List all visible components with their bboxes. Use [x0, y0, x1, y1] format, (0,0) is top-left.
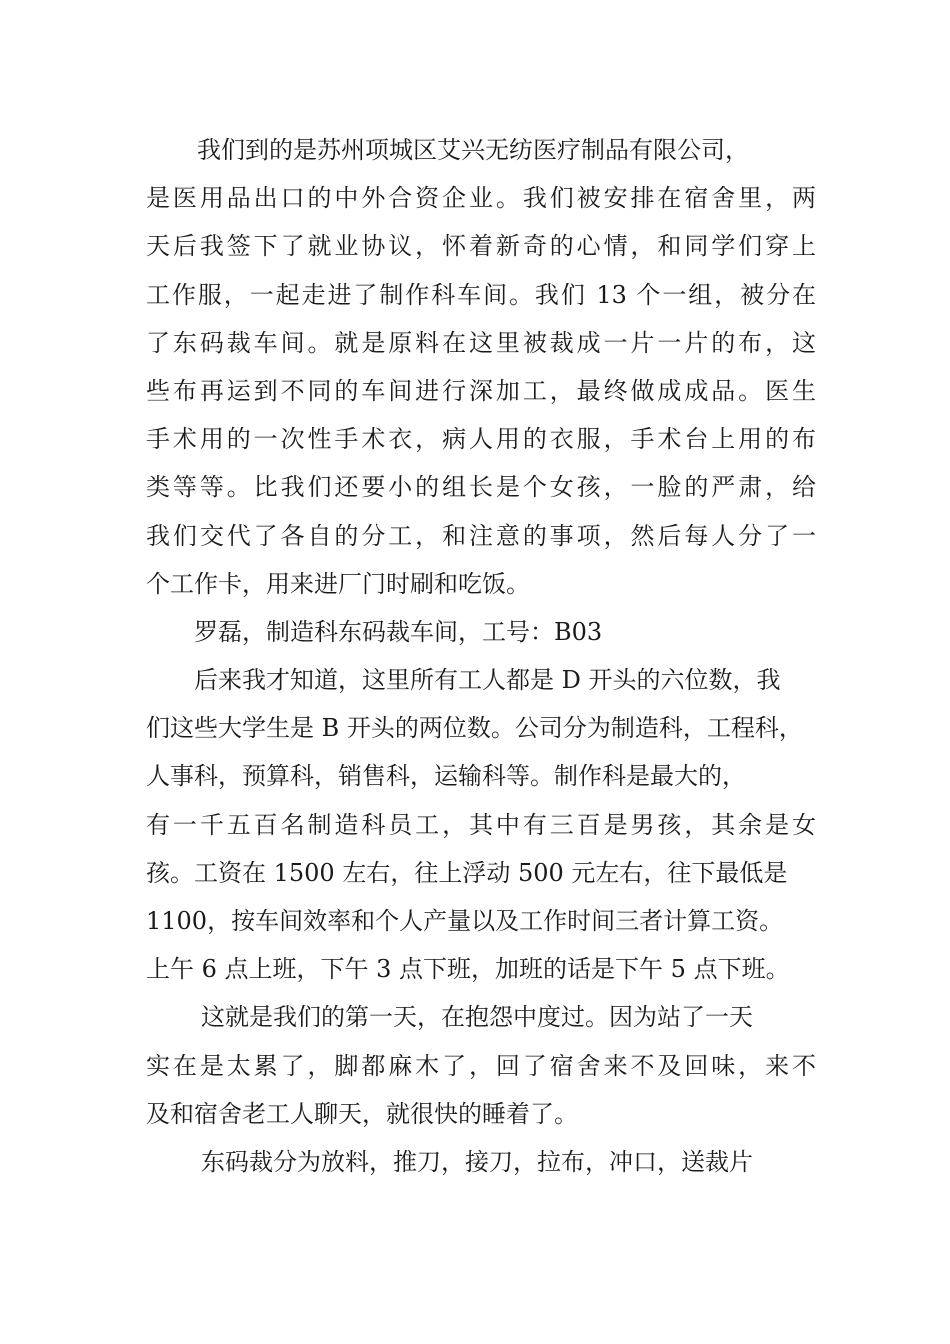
text-line: 及和宿舍老工人聊天，就很快的睡着了。: [146, 1099, 578, 1128]
text-line: 孩。工资在 1500 左右，往上浮动 500 元左右，往下最低是: [146, 858, 788, 887]
text-line: 是医用品出口的中外合资企业。我们被安排在宿舍里，两: [146, 184, 816, 213]
document-body: [146, 126, 816, 1186]
text-line: 天后我签下了就业协议，怀着新奇的心情，和同学们穿上: [146, 232, 816, 261]
text-line: 有一千五百名制造科员工，其中有三百是男孩，其余是女: [146, 810, 816, 839]
text-line: 实在是太累了，脚都麻木了，回了宿舍来不及回味，来不: [146, 1051, 816, 1080]
text-line: 人事科，预算科，销售科，运输科等。制作科是最大的，: [146, 762, 746, 791]
text-line: 个工作卡，用来进厂门时刷和吃饭。: [146, 569, 530, 598]
text-line: 工作服，一起走进了制作科车间。我们 13 个一组，被分在: [146, 280, 816, 309]
text-line: 罗磊，制造科东码裁车间，工号：B03: [194, 617, 603, 646]
text-line: 类等等。比我们还要小的组长是个女孩，一脸的严肃，给: [146, 473, 816, 502]
text-line: 东码裁分为放料，推刀，接刀，拉布，冲口，送裁片: [201, 1147, 753, 1176]
text-line: 这就是我们的第一天，在抱怨中度过。因为站了一天: [201, 1003, 753, 1032]
text-line: 我们到的是苏州项城区艾兴无纺医疗制品有限公司，: [197, 136, 749, 164]
text-line: 们这些大学生是 B 开头的两位数。公司分为制造科，工程科，: [146, 714, 803, 743]
text-line: 后来我才知道，这里所有工人都是 D 开头的六位数，我: [194, 666, 781, 695]
text-line: 1100，按车间效率和个人产量以及工作时间三者计算工资。: [146, 907, 784, 935]
text-line: 上午 6 点上班，下午 3 点下班，加班的话是下午 5 点下班。: [146, 955, 790, 984]
text-line: 些布再运到不同的车间进行深加工，最终做成成品。医生: [146, 376, 816, 405]
text-line: 我们交代了各自的分工，和注意的事项，然后每人分了一: [146, 521, 816, 550]
text-line: 了东码裁车间。就是原料在这里被裁成一片一片的布，这: [146, 328, 816, 357]
text-line: 手术用的一次性手术衣，病人用的衣服，手术台上用的布: [146, 425, 816, 454]
